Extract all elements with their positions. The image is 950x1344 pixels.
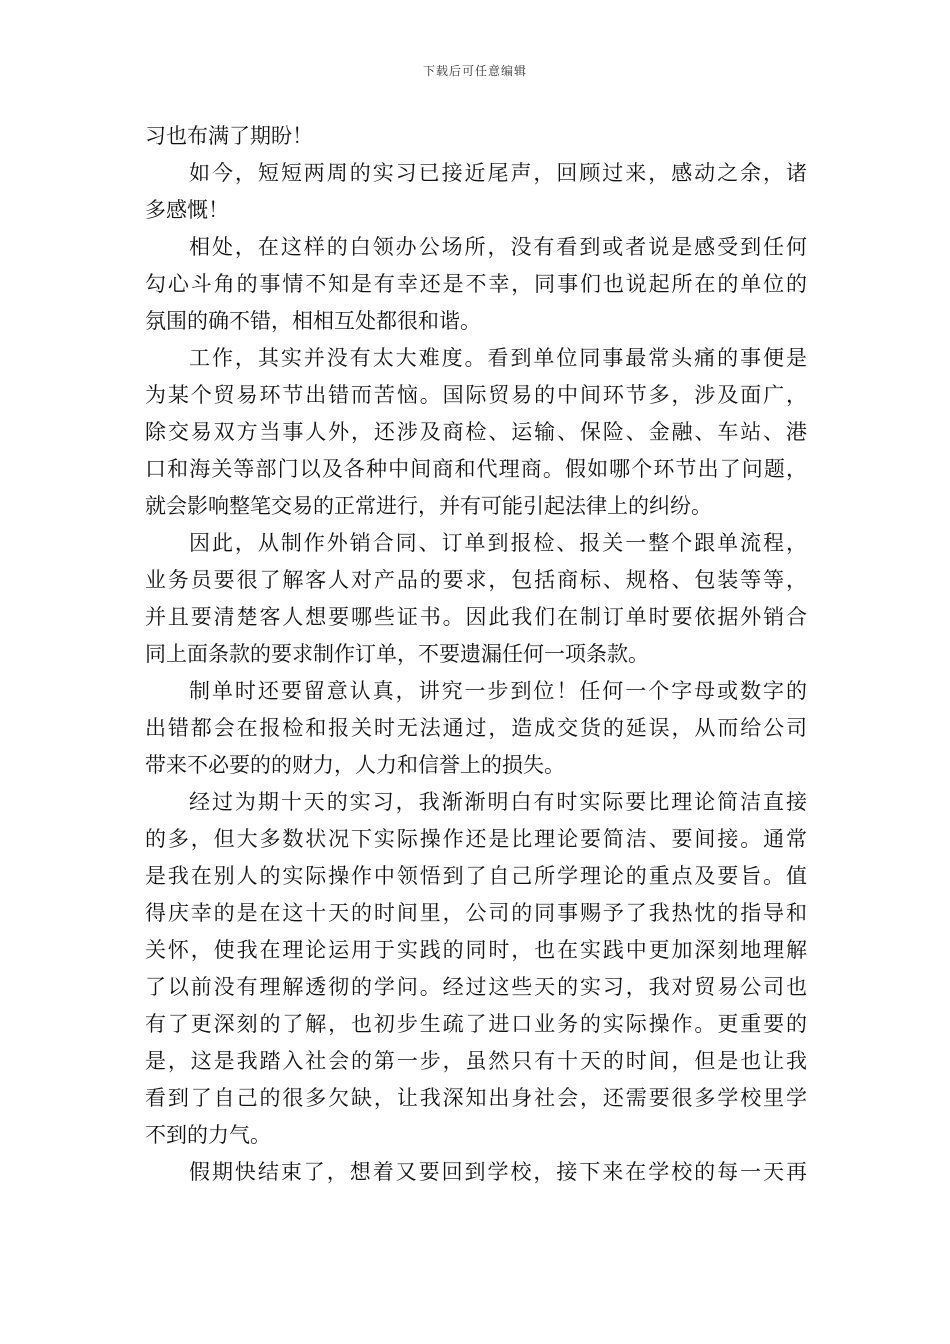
text-line: 工作，其实并没有太大难度。看到单位同事最常头痛的事便是 (189, 346, 807, 370)
text-line: 不到的力气。 (145, 1123, 271, 1147)
text-line: 同上面条款的要求制作订单，不要遗漏任何一项条款。 (145, 642, 649, 666)
text-line: 经过为期十天的实习，我渐渐明白有时实际要比理论简洁直接 (189, 790, 807, 814)
text-line: 出错都会在报检和报关时无法通过，造成交货的延误，从而给公司 (145, 716, 807, 740)
text-line: 就会影响整笔交易的正常进行，并有可能引起法律上的纠纷。 (145, 494, 712, 518)
text-line: 看到了自己的很多欠缺，让我深知出身社会，还需要很多学校里学 (145, 1086, 807, 1110)
text-line: 有了更深刻的了解，也初步生疏了进口业务的实际操作。更重要的 (145, 1012, 807, 1036)
document-body (145, 118, 807, 1191)
page-header: 下载后可任意编辑 (422, 64, 527, 78)
text-line: 勾心斗角的事情不知是有幸还是不幸，同事们也说起所在的单位的 (145, 272, 807, 296)
text-line: 多感慨！ (145, 198, 229, 222)
text-line: 假期快结束了，想着又要回到学校，接下来在学校的每一天再 (189, 1160, 807, 1184)
text-line: 氛围的确不错，相相互处都很和谐。 (145, 309, 481, 333)
text-line: 并且要清楚客人想要哪些证书。因此我们在制订单时要依据外销合 (145, 605, 807, 629)
text-line: 业务员要很了解客人对产品的要求，包括商标、规格、包装等等， (145, 568, 807, 592)
text-line: 带来不必要的的财力，人力和信誉上的损失。 (145, 753, 565, 777)
text-line: 是，这是我踏入社会的第一步，虽然只有十天的时间，但是也让我 (145, 1049, 807, 1073)
text-line: 是我在别人的实际操作中领悟到了自己所学理论的重点及要旨。值 (145, 864, 807, 888)
text-line: 因此，从制作外销合同、订单到报检、报关一整个跟单流程， (189, 531, 807, 555)
text-line: 了以前没有理解透彻的学问。经过这些天的实习，我对贸易公司也 (145, 975, 807, 999)
text-line: 为某个贸易环节出错而苦恼。国际贸易的中间环节多，涉及面广， (145, 383, 807, 407)
text-line: 关怀，使我在理论运用于实践的同时，也在实践中更加深刻地理解 (145, 938, 807, 962)
text-line: 除交易双方当事人外，还涉及商检、运输、保险、金融、车站、港 (145, 420, 807, 444)
text-line: 得庆幸的是在这十天的时间里，公司的同事赐予了我热忱的指导和 (145, 901, 807, 925)
text-line: 口和海关等部门以及各种中间商和代理商。假如哪个环节出了问题， (145, 457, 807, 481)
text-line: 如今，短短两周的实习已接近尾声，回顾过来，感动之余，诸 (189, 161, 807, 185)
text-line: 习也布满了期盼！ (145, 124, 313, 148)
text-line: 相处，在这样的白领办公场所，没有看到或者说是感受到任何 (189, 235, 807, 259)
text-line: 的多，但大多数状况下实际操作还是比理论要简洁、要间接。通常 (145, 827, 807, 851)
text-line: 制单时还要留意认真，讲究一步到位！任何一个字母或数字的 (189, 679, 807, 703)
